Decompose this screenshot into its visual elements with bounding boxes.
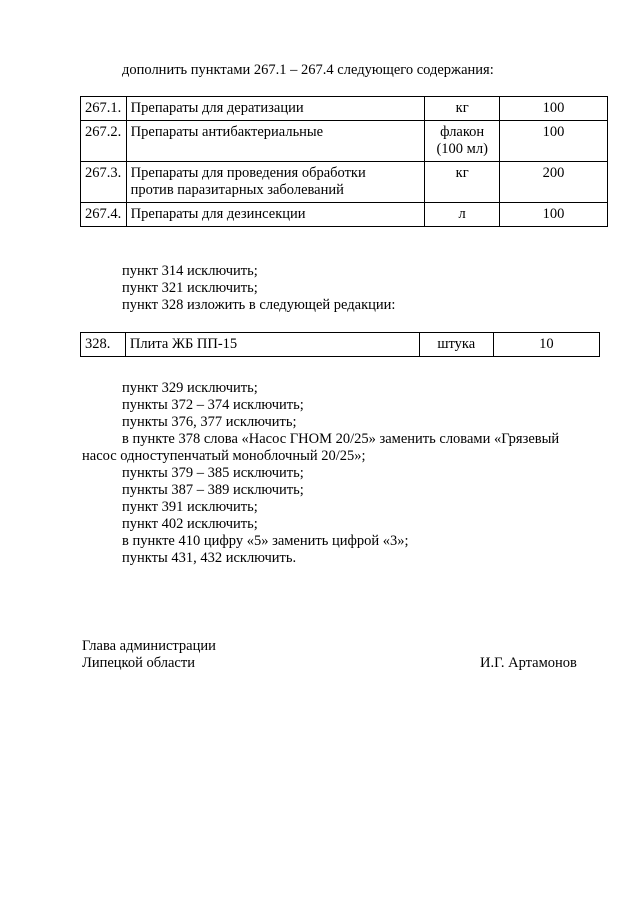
item-quantity: 200 xyxy=(500,162,608,203)
intro-text: дополнить пунктами 267.1 – 267.4 следующего содержания: xyxy=(122,62,494,78)
item-number: 267.3. xyxy=(81,162,127,203)
table-row xyxy=(81,97,608,121)
amendment-line: пункт 321 исключить; xyxy=(122,280,258,296)
signature-name: И.Г. Артамонов xyxy=(480,655,577,671)
amendment-line: пункт 314 исключить; xyxy=(122,263,258,279)
item-number: 267.4. xyxy=(81,203,127,227)
item-quantity: 100 xyxy=(500,203,608,227)
item-number: 328. xyxy=(81,333,126,357)
table-row xyxy=(81,333,600,357)
item-quantity: 100 xyxy=(500,121,608,162)
item-quantity: 10 xyxy=(493,333,599,357)
item-number: 267.2. xyxy=(81,121,127,162)
amendment-line: пункты 431, 432 исключить. xyxy=(122,550,297,566)
item-unit: штука xyxy=(419,333,493,357)
signature-position-line2: Липецкой области xyxy=(82,655,195,671)
amendment-line: в пункте 410 цифру «5» заменить цифрой «3»; xyxy=(122,533,409,549)
item-unit: кг xyxy=(425,162,500,203)
signature-position-line1: Глава администрации xyxy=(82,638,216,654)
amendment-line: насос одноступенчатый моноблочный 20/25»; xyxy=(82,448,366,464)
items-table xyxy=(80,96,608,227)
amendment-line: пункт 391 исключить; xyxy=(122,499,258,515)
item-name: Препараты для проведения обработки против паразитарных заболеваний xyxy=(126,162,425,203)
item-quantity: 100 xyxy=(500,97,608,121)
item-name: Препараты антибактериальные xyxy=(126,121,425,162)
amendment-line: в пункте 378 слова «Насос ГНОМ 20/25» заменить словами «Грязевый xyxy=(122,431,560,447)
table-row xyxy=(81,121,608,162)
amendment-line: пункт 402 исключить; xyxy=(122,516,258,532)
item-name: Плита ЖБ ПП-15 xyxy=(125,333,419,357)
amendment-line: пункты 387 – 389 исключить; xyxy=(122,482,304,498)
table-row xyxy=(81,162,608,203)
item-unit: л xyxy=(425,203,500,227)
table-row xyxy=(81,203,608,227)
item-unit: флакон (100 мл) xyxy=(425,121,500,162)
amendment-line: пункты 376, 377 исключить; xyxy=(122,414,297,430)
item-name: Препараты для дезинсекции xyxy=(126,203,425,227)
item-number: 267.1. xyxy=(81,97,127,121)
replacement-table xyxy=(80,332,600,357)
amendment-line: пункт 329 исключить; xyxy=(122,380,258,396)
amendment-line: пункты 379 – 385 исключить; xyxy=(122,465,304,481)
item-name: Препараты для дератизации xyxy=(126,97,425,121)
amendment-line: пункт 328 изложить в следующей редакции: xyxy=(122,297,396,313)
item-unit: кг xyxy=(425,97,500,121)
amendment-line: пункты 372 – 374 исключить; xyxy=(122,397,304,413)
